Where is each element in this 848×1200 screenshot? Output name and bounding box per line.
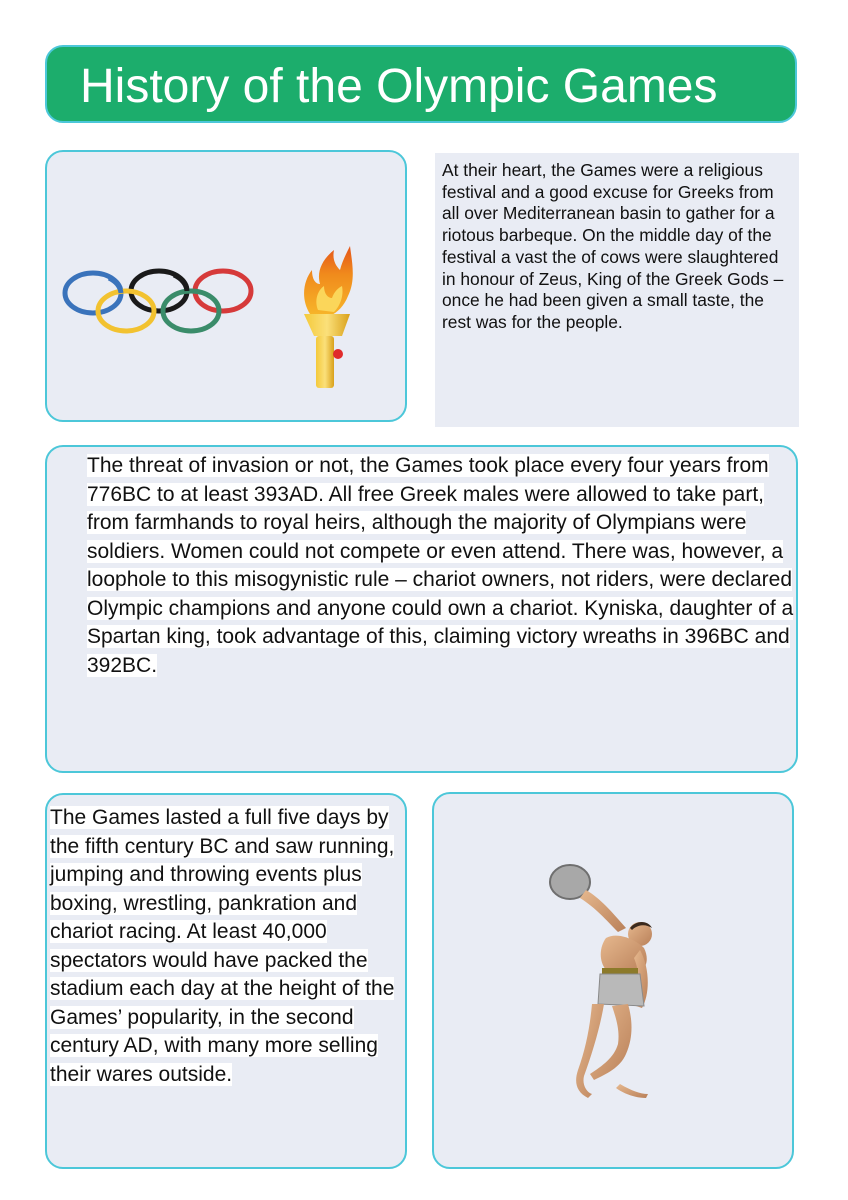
page-title: History of the Olympic Games	[80, 60, 718, 113]
events-text	[50, 804, 405, 1089]
loincloth	[598, 974, 644, 1006]
festival-text-panel: At their heart, the Games were a religious festival and a good excuse for Greeks from all over Mediterranean basin to gather for a riotous barbeque. On the middle day of the festival a vast the of cows were slaughtered in honour of Zeus, King of the Greek Gods – once he had been given a small taste, the rest was for the people.	[435, 153, 799, 427]
torch-red-dot	[333, 349, 343, 359]
torch-handle	[316, 336, 334, 388]
history-text	[87, 452, 802, 680]
history-text-content: The threat of invasion or not, the Games took place every four years from 776BC to at least 393AD. All free Greek males were allowed to take part, from farmhands to royal heirs, although the majority of Olympians were soldiers. Women could not compete or even attend. There was, however, a loophole to this misogynistic rule – chariot owners, not riders, were declared Olympic champions and anyone could own a chariot. Kyniska, daughter of a Spartan king, took advantage of this, claiming victory wreaths in 396BC and 392BC.	[87, 454, 794, 677]
events-text-content: The Games lasted a full five days by the fifth century BC and saw running, jumping and throwing events plus boxing, wrestling, pankration and chariot racing. At least 40,000 spectators would have packed the stadium each day at the height of the Games’ popularity, in the second century AD, with many more selling their wares outside.	[50, 806, 395, 1086]
back-leg	[576, 1004, 604, 1098]
olympic-torch-icon	[298, 240, 362, 392]
torch-cup	[304, 314, 350, 336]
title-banner	[45, 45, 797, 123]
olympic-rings-icon	[62, 266, 258, 336]
discus-thrower-illustration	[540, 858, 680, 1104]
